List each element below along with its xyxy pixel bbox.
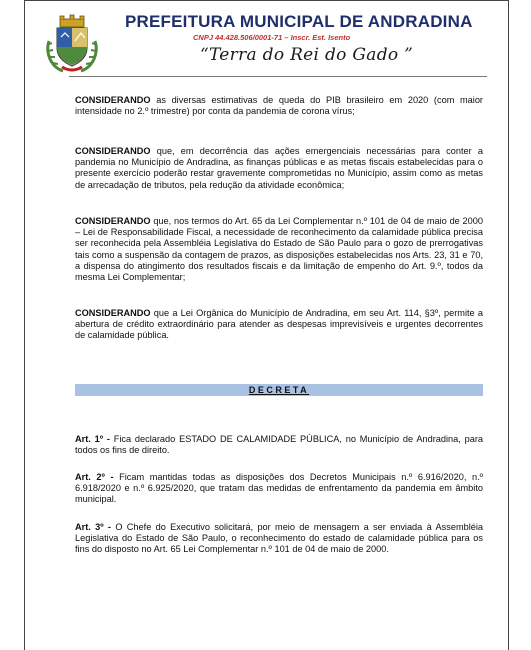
article-text: Ficam mantidas todas as disposições dos Decretos Municipais n.º 6.916/2020, n.º 6.918/2020 e n.º 6.925/2020, que tratam das medidas de enfrentamento da pandemia em âmbito municipal. <box>75 472 484 505</box>
considerando-lead: CONSIDERANDO <box>75 308 151 318</box>
decreta-heading <box>75 384 483 396</box>
page-title: PREFEITURA MUNICIPAL DE ANDRADINA <box>125 12 473 31</box>
article-lead: Art. 2º - <box>75 472 114 482</box>
considerando-text: que, em decorrência das ações emergenciais necessárias para conter a pandemia no Município de Andradina, as finanças públicas e as metas fiscais estabelecidas para o presente exercício poderão restar gravemente comprometidas no Município, assim como as metas de arrecadação de tributos, pela redução da atividade econômica; <box>75 146 483 190</box>
slogan: “Terra do Rei do Gado ” <box>200 45 414 65</box>
considerando-text: as diversas estimativas de queda do PIB brasileiro em 2020 (com maior intensidade no 2.º trimestre) por conta da pandemia de corona vírus; <box>75 95 483 117</box>
article-paragraph <box>75 472 483 506</box>
considerando-text: que a Lei Orgânica do Município de Andradina, em seu Art. 114, §3º, permite a abertura de crédito extraordinário para atender as despesas imprevisíveis e urgentes decorrentes de calamidade pública. <box>75 308 483 341</box>
cnpj-line: CNPJ 44.428.506/0001-71 – Inscr. Est. Isento <box>193 33 351 42</box>
considerando-lead: CONSIDERANDO <box>75 95 151 105</box>
article-paragraph <box>75 522 483 556</box>
decreta-label: DECRETA <box>248 385 310 395</box>
considerando-lead: CONSIDERANDO <box>75 216 151 226</box>
document-page <box>24 0 509 650</box>
considerando-paragraph <box>75 308 483 342</box>
considerando-lead: CONSIDERANDO <box>75 146 151 156</box>
considerando-text: que, nos termos do Art. 65 da Lei Complementar n.º 101 de 04 de maio de 2000 – Lei de Responsabilidade Fiscal, a necessidade de reconhecimento da calamidade pública precisa ser reconhecida pela Assembléia Legislativa do Estado de São Paulo para o gozo de prerrogativas tais como a suspensão da contagem de prazos, as disposições estabelecidas nos Arts. 23, 31 e 70, a dispensa do atingimento dos resultados fiscais e da limitação de empenho do Art. 9.º, todos da mesma Lei Complementar; <box>75 216 483 283</box>
article-text: Fica declarado ESTADO DE CALAMIDADE PÚBLICA, no Município de Andradina, para todos os fins de direito. <box>75 434 484 456</box>
considerando-paragraph <box>75 95 483 117</box>
considerando-paragraph <box>75 146 483 191</box>
article-lead: Art. 1º - <box>75 434 110 444</box>
header-divider <box>69 76 487 77</box>
municipal-crest-icon <box>43 13 101 75</box>
article-lead: Art. 3º - <box>75 522 111 532</box>
letterhead <box>25 1 508 93</box>
article-text: O Chefe do Executivo solicitará, por meio de mensagem a ser enviada à Assembléia Legislativa do Estado de São Paulo, o reconhecimento do estado de calamidade pública para os fins do disposto no Art. 65 Lei Complementar n.º 101 de 04 de maio de 2000. <box>75 522 484 555</box>
article-paragraph <box>75 434 483 456</box>
considerando-paragraph <box>75 216 483 283</box>
